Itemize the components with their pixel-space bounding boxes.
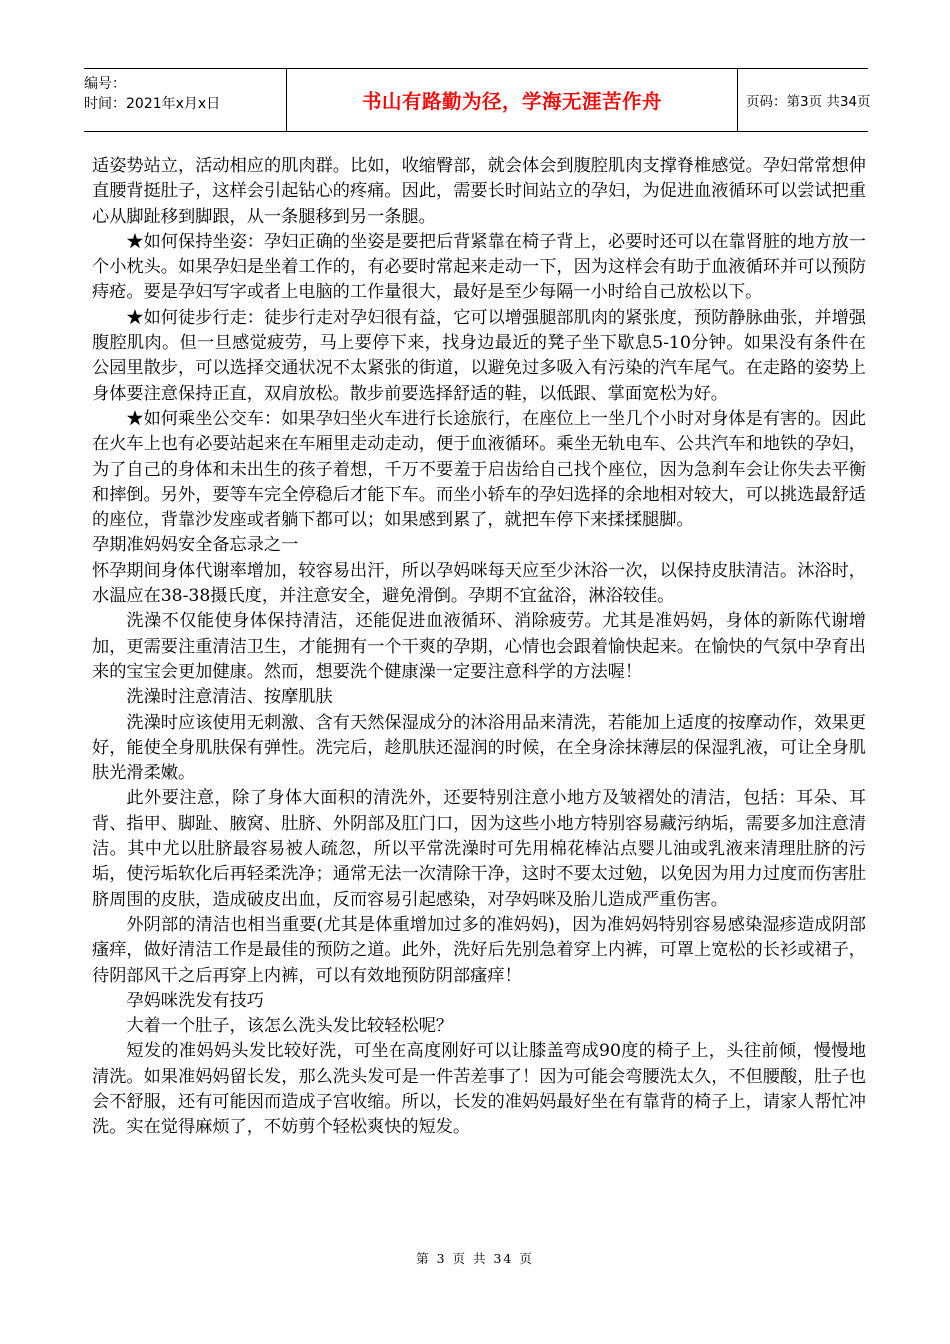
document-number-label: 编号： [84, 76, 126, 92]
section-heading-safety-memo: 孕期准妈妈安全备忘录之一 [92, 535, 299, 556]
paragraph-hair-question: 大着一个肚子，该怎么洗头发比较轻松呢？ [126, 1016, 453, 1037]
header-meta [84, 69, 284, 131]
header-page-info: 页码：第3页 共34页 [746, 94, 871, 110]
header-motto: 书山有路勤为径，学海无涯苦作舟 [361, 90, 662, 113]
document-body [92, 154, 866, 1141]
paragraph-small-areas: 此外要注意，除了身体大面积的清洗外，还要特别注意小地方及皱褶处的清洁，包括：耳朵、耳背、指甲、脚趾、腋窝、肚脐、外阴部及肛门口，因为这些小地方特别容易藏污纳垢，需要多加注意清洁。其中尤以肚脐最容易被人疏忽，所以平常洗澡时可先用棉花棒沾点婴儿油或乳液来清理肚脐的污垢，使污垢软化后再轻柔洗净；通常无法一次清除干净，这时不要太过勉，以免因为用力过度而伤害肚脐周围的皮肤，造成破皮出血，反而容易引起感染，对孕妈咪及胎儿造成严重伤害。 [92, 788, 866, 910]
paragraph-skin-care: 洗澡时应该使用无刺激、含有天然保湿成分的沐浴用品来清洗，若能加上适度的按摩动作，效果更好，能使全身肌肤保有弹性。洗完后，趁肌肤还湿润的时候，在全身涂抹薄层的保湿乳液，可让全身肌肤光滑柔嫩。 [92, 712, 866, 784]
paragraph-hair-tips: 短发的准妈妈头发比较好洗，可坐在高度刚好可以让膝盖弯成90度的椅子上，头往前倾，慢慢地清洗。如果准妈妈留长发，那么洗头发可是一件苦差事了！因为可能会弯腰洗太久，不但腰酸，肚子也会不舒服，还有可能因而造成子宫收缩。所以，长发的准妈妈最好坐在有靠背的椅子上，请家人帮忙冲洗。实在觉得麻烦了，不妨剪个轻松爽快的短发。 [92, 1041, 866, 1138]
paragraph-vulva-cleaning: 外阴部的清洁也相当重要(尤其是体重增加过多的准妈妈)，因为准妈妈特别容易感染湿疹造成阴部瘙痒，做好清洁工作是最佳的预防之道。此外，洗好后先别急着穿上内裤，可罩上宽松的长衫或裙子，待阴部风干之后再穿上内裤，可以有效地预防阴部瘙痒！ [92, 914, 866, 986]
page-footer: 第 3 页 共 34 页 [416, 1251, 534, 1266]
paragraph-bathing-intro: 怀孕期间身体代谢率增加，较容易出汗，所以孕妈咪每天应至少沐浴一次，以保持皮肤清洁。沐浴时，水温应在38-38摄氏度，并注意安全，避免滑倒。孕期不宜盆浴，淋浴较佳。 [92, 560, 866, 607]
paragraph-bathing-benefits: 洗澡不仅能使身体保持清洁，还能促进血液循环、消除疲劳。尤其是准妈妈，身体的新陈代谢增加，更需要注重清洁卫生，才能拥有一个干爽的孕期，心情也会跟着愉快起来。在愉快的气氛中孕育出来的宝宝会更加健康。然而，想要洗个健康澡一定要注意科学的方法喔！ [92, 611, 866, 682]
header-motto-cell [286, 69, 738, 131]
document-time-label: 时间：2021年x月x日 [84, 96, 221, 112]
paragraph-sitting-posture: ★如何保持坐姿：孕妇正确的坐姿是要把后背紧靠在椅子背上，必要时还可以在靠肾脏的地方放一个小枕头。如果孕妇是坐着工作的，有必要时常起来走动一下，因为这样会有助于血液循环并可以预防痔疮。要是孕妇写字或者上电脑的工作量很大，最好是至少每隔一小时给自己放松以下。 [92, 231, 866, 303]
page-header [84, 68, 871, 132]
subheading-hair-washing: 孕妈咪洗发有技巧 [126, 990, 264, 1011]
paragraph-walking: ★如何徒步行走：徒步行走对孕妇很有益，它可以增强腿部肌肉的紧张度，预防静脉曲张，并增强腹腔肌肉。但一旦感觉疲劳，马上要停下来，找身边最近的凳子坐下歇息5-10分钟。如果没有条件在公园里散步，可以选择交通状况不太紧张的街道，以避免过多吸入有污染的汽车尾气。在走路的姿势上身体要注意保持正直，双肩放松。散步前要选择舒适的鞋，以低跟、掌面宽松为好。 [92, 307, 866, 404]
paragraph-public-transport: ★如何乘坐公交车：如果孕妇坐火车进行长途旅行，在座位上一坐几个小时对身体是有害的。因此在火车上也有必要站起来在车厢里走动走动，便于血液循环。乘坐无轨电车、公共汽车和地铁的孕妇，为了自己的身体和未出生的孩子着想，千万不要羞于启齿给自己找个座位，因为急刹车会让你失去平衡和摔倒。另外，要等车完全停稳后才能下车。而坐小轿车的孕妇选择的余地相对较大，可以挑选最舒适的座位，背靠沙发座或者躺下都可以；如果感到累了，就把车停下来揉揉腿脚。 [92, 408, 866, 531]
subheading-skin-care: 洗澡时注意清洁、按摩肌肤 [126, 687, 333, 708]
paragraph-standing-posture: 适姿势站立，活动相应的肌肉群。比如，收缩臀部，就会体会到腹腔肌肉支撑脊椎感觉。孕妇常常想伸直腰背挺肚子，这样会引起钻心的疼痛。因此，需要长时间站立的孕妇，为促进血液循环可以尝试把重心从脚趾移到脚跟，从一条腿移到另一条腿。 [92, 156, 866, 227]
